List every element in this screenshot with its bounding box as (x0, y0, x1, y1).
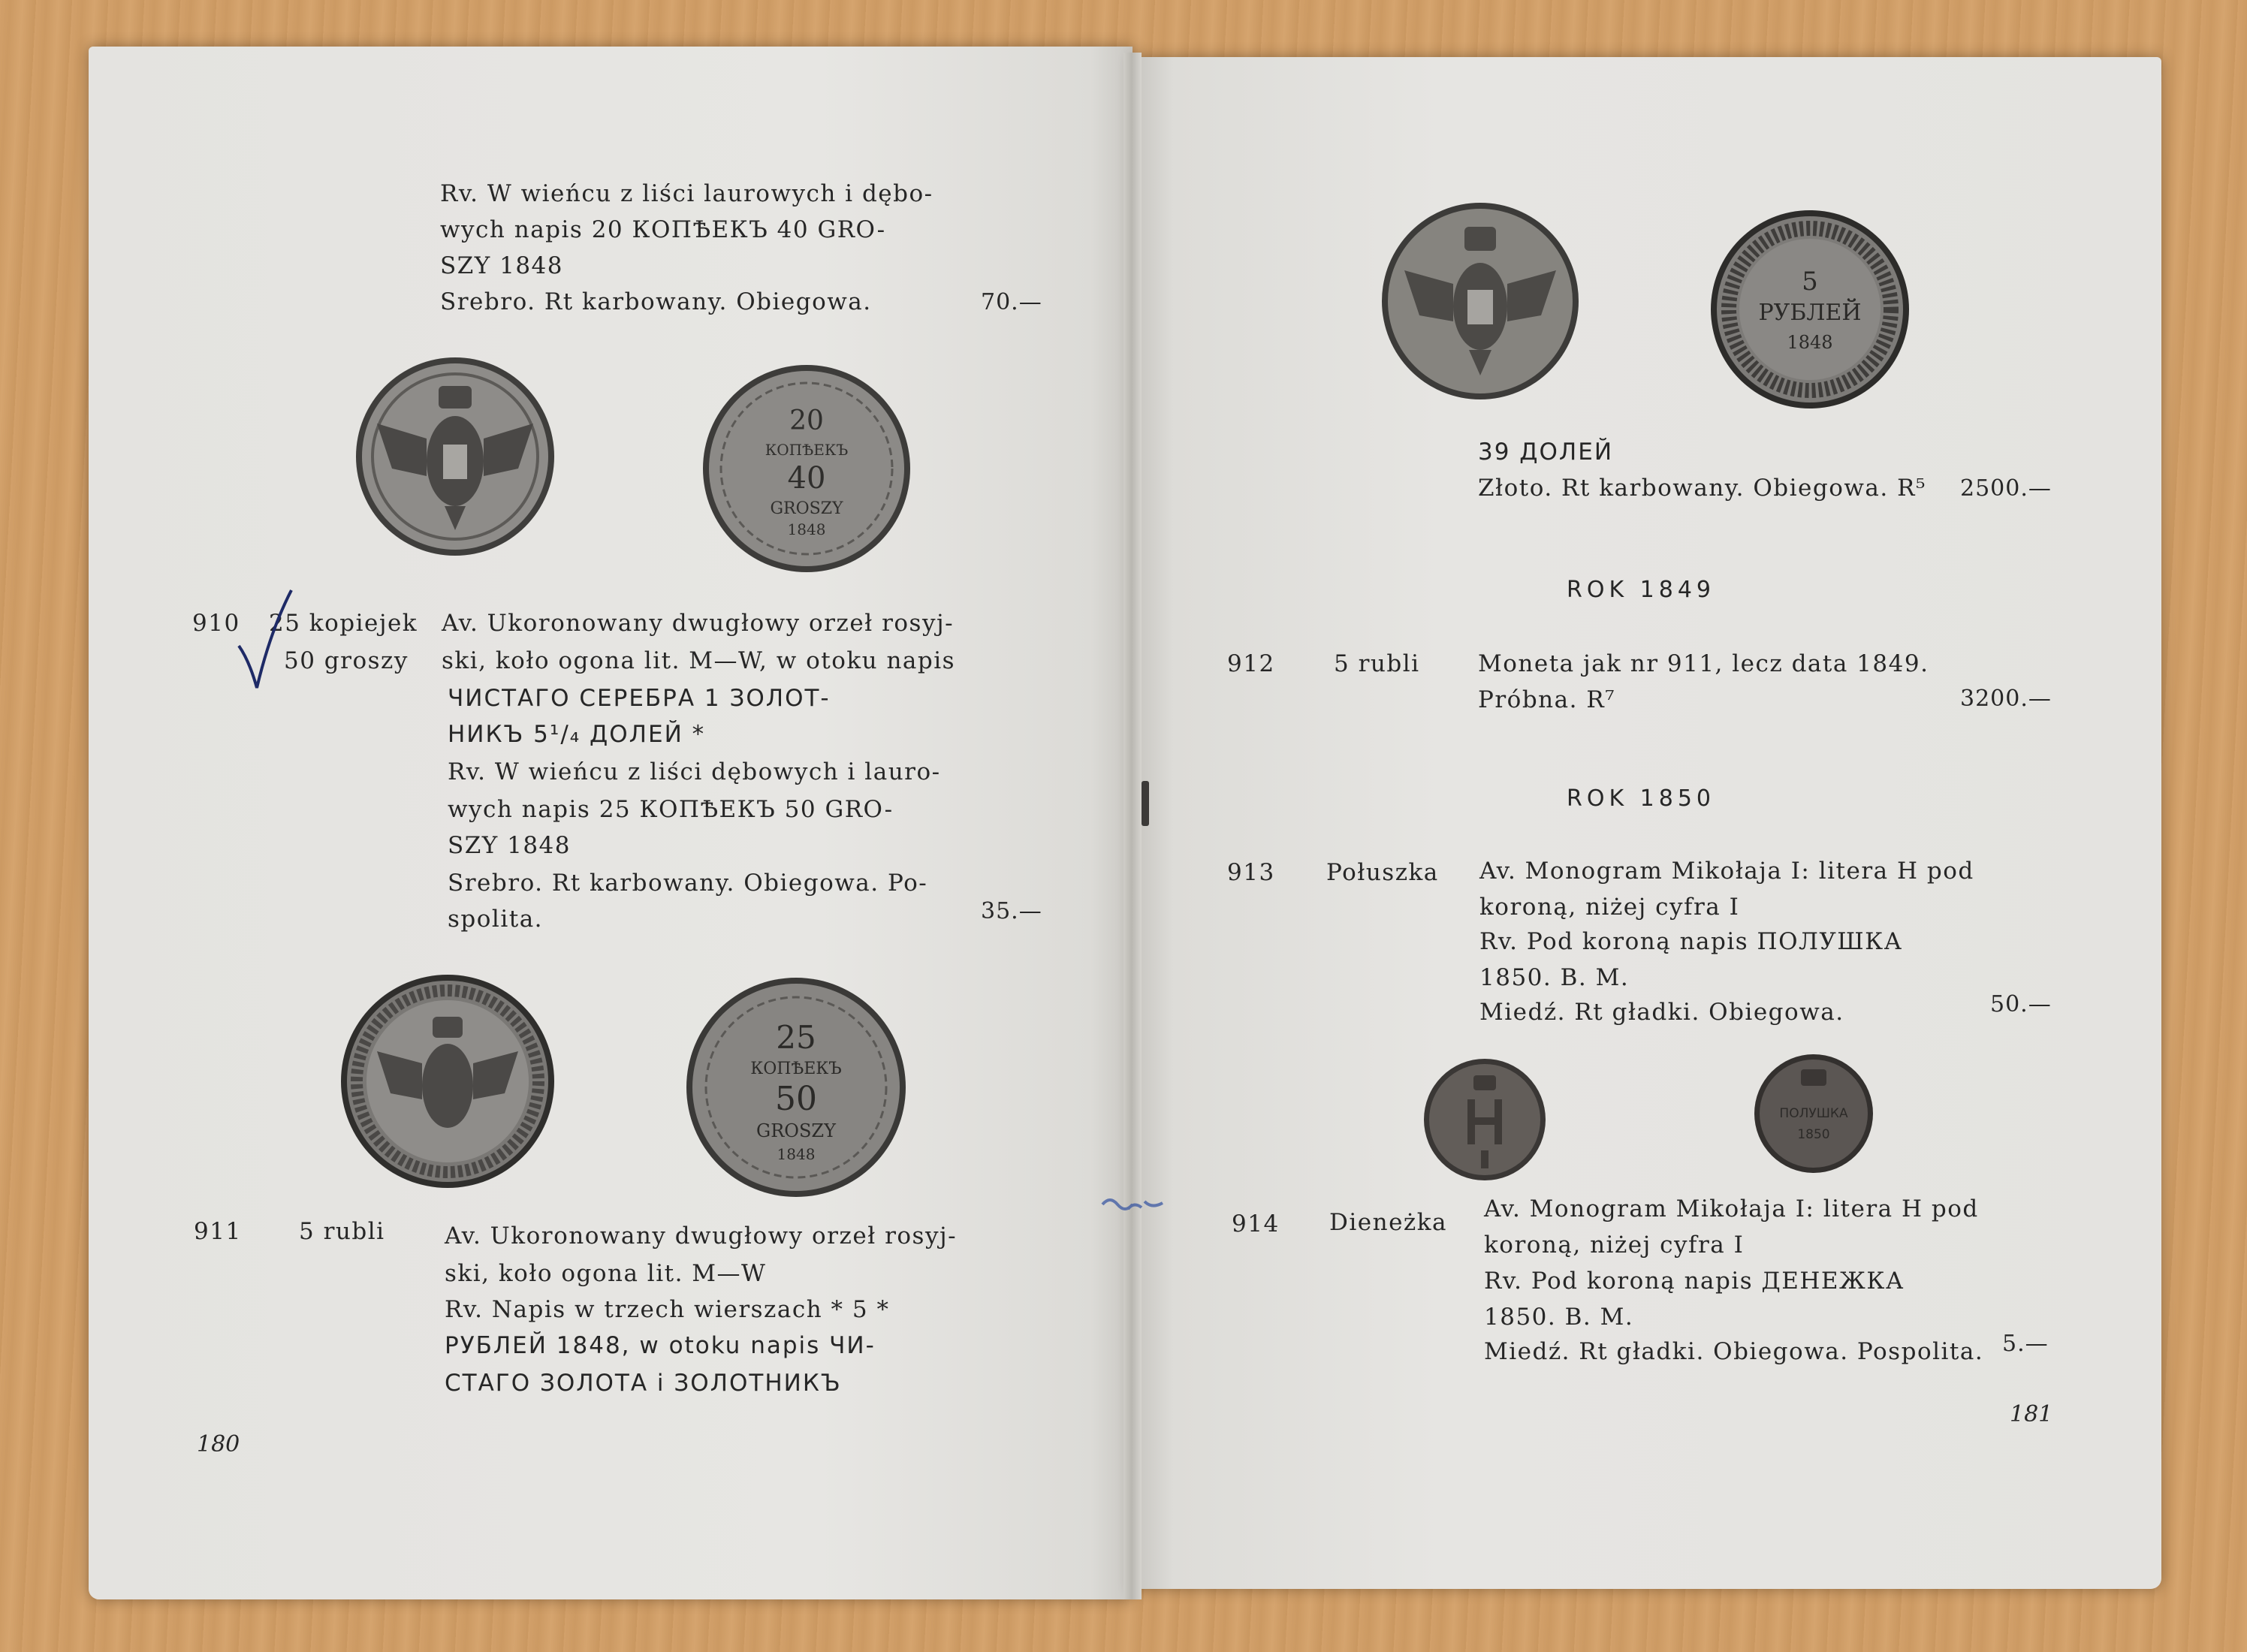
coin-text-year-2: 1848 (777, 1145, 816, 1163)
coin-text-poluszka: ПОЛУШКА (1779, 1106, 1848, 1121)
entry-913-line-4: 1850. B. M. (1479, 964, 1630, 991)
entry-913-line-3: Rv. Pod koroną napis ПОЛУШКА (1479, 928, 1903, 955)
entry-912-number: 912 (1227, 650, 1275, 677)
coin-text-40: 40 (787, 461, 826, 496)
coin-poluszka-reverse (1753, 1053, 1875, 1174)
entry-913-denomination: Połuszka (1326, 859, 1439, 886)
coin-text-year: 1848 (787, 520, 826, 538)
entry-912-line-1: Moneta jak nr 911, lecz data 1849. (1478, 650, 1929, 677)
entry-910-denomination-2: 50 groszy (284, 647, 409, 674)
entry-914-line-2: koroną, niżej cyfra I (1484, 1231, 1745, 1259)
page-number-left: 180 (197, 1431, 240, 1458)
entry-911-line-2: ski, koło ogona lit. M—W (445, 1260, 767, 1287)
continuation-line-1: 39 ДОЛЕЙ (1478, 439, 1614, 466)
coin-text-25: 25 (776, 1019, 816, 1056)
coin-25-kopeks-reverse (685, 976, 907, 1198)
coin-text-year-4: 1850 (1797, 1127, 1830, 1142)
entry-913-price: 50.— (1990, 991, 2052, 1017)
coin-text-year-3: 1848 (1787, 332, 1833, 353)
coin-text-rubles: РУБЛЕЙ (1758, 300, 1862, 326)
entry-913-number: 913 (1227, 859, 1275, 886)
top-entry-line-3: SZY 1848 (440, 252, 563, 279)
book-spine (1124, 53, 1142, 1599)
entry-914-denomination: Dieneżka (1329, 1209, 1448, 1236)
continuation-price: 2500.— (1960, 475, 2052, 502)
entry-910-price: 35.— (981, 898, 1042, 924)
entry-910-line-2: ski, koło ogona lit. M—W, w otoku napis (442, 647, 956, 674)
entry-910-number: 910 (192, 610, 240, 637)
coin-5-rubles-obverse (1380, 201, 1580, 401)
entry-914-line-3: Rv. Pod koroną napis ДЕНЕЖКА (1484, 1268, 1905, 1295)
entry-910-line-5: Rv. W wieńcu z liści dębowych i lauro- (448, 758, 941, 785)
coin-poluszka-obverse (1422, 1057, 1547, 1182)
coin-text-kopeks-2: КОПѢЕКЪ (750, 1060, 842, 1078)
entry-910-line-3: ЧИСТАГО СЕРЕБРА 1 ЗОЛОТ- (448, 685, 831, 712)
binding-stitch (1142, 781, 1149, 826)
coin-text-groszy-2: GROSZY (756, 1120, 836, 1141)
page-number-right: 181 (2010, 1401, 2053, 1427)
ink-mark (1098, 1188, 1173, 1221)
entry-910-line-4: НИКЪ 5¹/₄ ДОЛЕЙ * (448, 721, 706, 748)
entry-914-line-4: 1850. B. M. (1484, 1304, 1634, 1331)
entry-914-price: 5.— (2002, 1331, 2049, 1357)
entry-911-denomination: 5 rubli (299, 1218, 385, 1245)
coin-20-kopeks-reverse (701, 363, 912, 574)
entry-911-line-3: Rv. Napis w trzech wierszach * 5 * (445, 1296, 890, 1323)
entry-910-line-9: spolita. (448, 906, 544, 933)
entry-910-line-6: wych napis 25 КОПѢЕКЪ 50 GRO- (448, 796, 894, 823)
entry-912-line-2: Próbna. R⁷ (1478, 686, 1616, 713)
coin-25-kopeks-obverse (339, 973, 556, 1189)
coin-5-rubles-reverse (1709, 209, 1911, 410)
entry-910-line-8: Srebro. Rt karbowany. Obiegowa. Po- (448, 870, 928, 897)
coin-20-kopeks-obverse (354, 356, 556, 557)
entry-912-denomination: 5 rubli (1334, 650, 1420, 677)
handwritten-check-mark (234, 586, 294, 691)
entry-914-line-1: Av. Monogram Mikołaja I: litera H pod (1484, 1195, 1979, 1222)
entry-913-line-2: koroną, niżej cyfra I (1479, 894, 1740, 921)
section-heading-1850: ROK 1850 (1567, 785, 1716, 812)
entry-912-price: 3200.— (1960, 686, 2052, 712)
top-entry-line-1: Rv. W wieńcu z liści laurowych i dębo- (440, 180, 933, 207)
coin-text-20: 20 (789, 405, 824, 436)
coin-text-50: 50 (775, 1080, 817, 1118)
coin-text-groszy: GROSZY (770, 499, 843, 518)
continuation-line-2: Złoto. Rt karbowany. Obiegowa. R⁵ (1478, 475, 1926, 502)
entry-914-number: 914 (1232, 1210, 1280, 1237)
top-entry-price: 70.— (981, 289, 1042, 315)
entry-910-line-7: SZY 1848 (448, 832, 571, 859)
coin-text-kopeks: КОПѢЕКЪ (765, 441, 849, 459)
entry-911-line-5: СТАГО ЗОЛОТА і ЗОЛОТНИКЪ (445, 1370, 842, 1397)
top-entry-line-4: Srebro. Rt karbowany. Obiegowa. (440, 288, 872, 315)
entry-910-denomination-1: 25 kopiejek (269, 610, 418, 637)
section-heading-1849: ROK 1849 (1567, 577, 1716, 603)
coin-text-5: 5 (1802, 267, 1818, 297)
entry-911-line-1: Av. Ukoronowany dwugłowy orzeł rosyj- (445, 1222, 958, 1250)
entry-913-line-1: Av. Monogram Mikołaja I: litera H pod (1479, 858, 1974, 885)
entry-911-number: 911 (194, 1218, 242, 1245)
entry-913-line-5: Miedź. Rt gładki. Obiegowa. (1479, 999, 1844, 1026)
entry-914-line-5: Miedź. Rt gładki. Obiegowa. Pospolita. (1484, 1338, 1984, 1365)
entry-910-line-1: Av. Ukoronowany dwugłowy orzeł rosyj- (442, 610, 955, 637)
top-entry-line-2: wych napis 20 КОПѢЕКЪ 40 GRO- (440, 216, 886, 243)
entry-911-line-4: РУБЛЕЙ 1848, w otoku napis ЧИ- (445, 1332, 876, 1359)
